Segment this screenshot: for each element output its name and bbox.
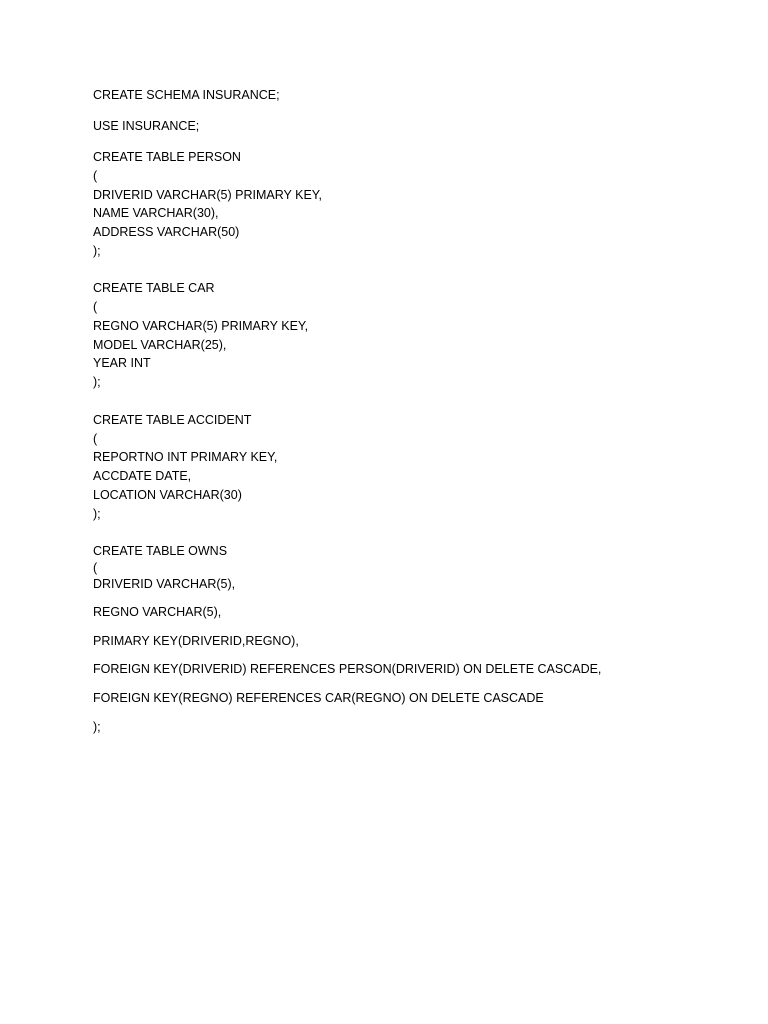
sql-line: );	[93, 507, 101, 521]
sql-line: );	[93, 375, 101, 389]
sql-line: FOREIGN KEY(DRIVERID) REFERENCES PERSON(DRIVERID) ON DELETE CASCADE,	[93, 662, 602, 676]
sql-line: REPORTNO INT PRIMARY KEY,	[93, 450, 278, 464]
sql-line: (	[93, 300, 98, 314]
sql-line: DRIVERID VARCHAR(5) PRIMARY KEY,	[93, 188, 322, 202]
sql-line: LOCATION VARCHAR(30)	[93, 488, 242, 502]
sql-line: YEAR INT	[93, 356, 151, 370]
sql-line: CREATE TABLE ACCIDENT	[93, 413, 252, 427]
sql-line: ADDRESS VARCHAR(50)	[93, 225, 240, 239]
sql-line: DRIVERID VARCHAR(5),	[93, 577, 236, 591]
sql-line: REGNO VARCHAR(5) PRIMARY KEY,	[93, 319, 309, 333]
sql-line: USE INSURANCE;	[93, 119, 200, 133]
sql-line: );	[93, 244, 101, 258]
sql-line: ACCDATE DATE,	[93, 469, 192, 483]
sql-line: CREATE TABLE PERSON	[93, 150, 241, 164]
sql-line: FOREIGN KEY(REGNO) REFERENCES CAR(REGNO) ON DELETE CASCADE	[93, 691, 544, 705]
sql-line: MODEL VARCHAR(25),	[93, 338, 227, 352]
sql-line: CREATE TABLE CAR	[93, 281, 215, 295]
sql-line: (	[93, 169, 98, 183]
sql-line: CREATE SCHEMA INSURANCE;	[93, 88, 280, 102]
sql-line: NAME VARCHAR(30),	[93, 206, 219, 220]
sql-line: (	[93, 561, 98, 575]
sql-line: );	[93, 720, 101, 734]
sql-line: REGNO VARCHAR(5),	[93, 605, 222, 619]
sql-line: PRIMARY KEY(DRIVERID,REGNO),	[93, 634, 299, 648]
sql-line: (	[93, 432, 98, 446]
sql-line: CREATE TABLE OWNS	[93, 544, 228, 558]
